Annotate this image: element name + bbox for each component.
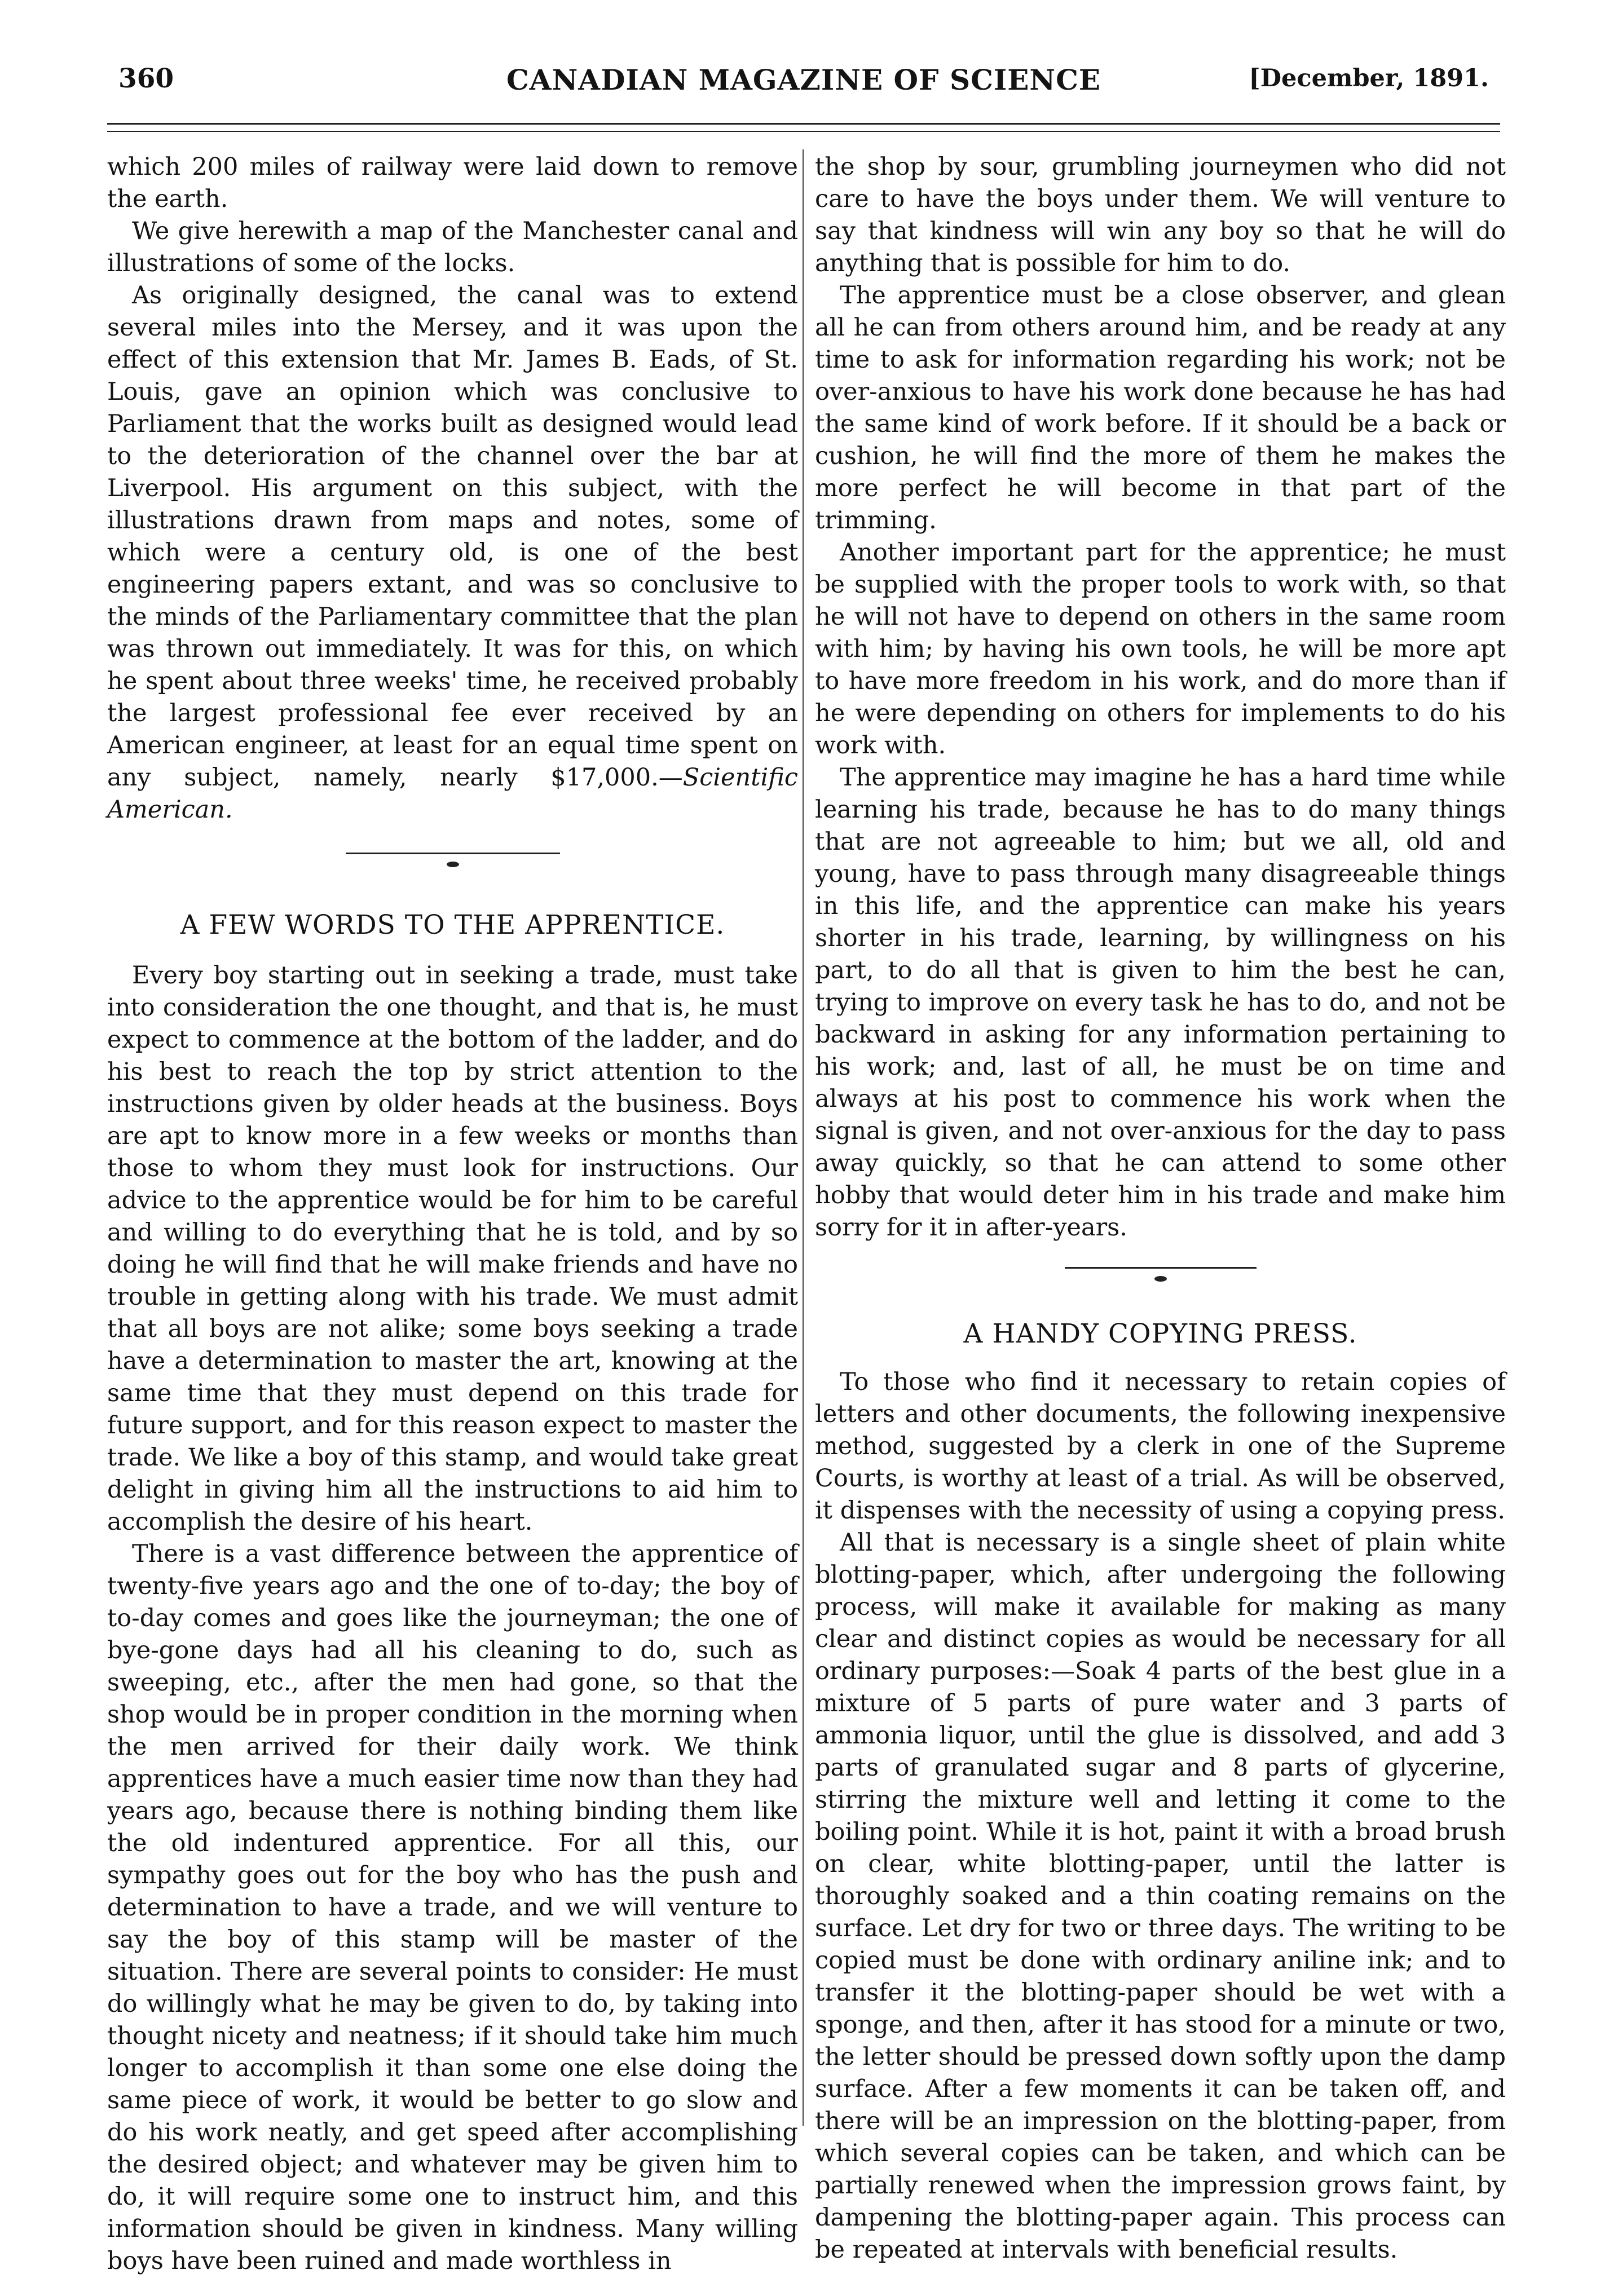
paragraph: The apprentice must be a close observer, and glean all he can from others around him, and be ready at any time to ask for information regarding his work; not be over-anxious to have his work done because he has had the same kind of work before. If it should be a back or cushion, he will find the more of them he makes the more perfect he will become in that part of the trimming. (815, 281, 1506, 535)
paragraph: Another important part for the apprentice; he must be supplied with the proper tools to work with, so that he will not have to depend on others in the same room with him; by having his own tools, he will be more apt to have more freedom in his work, and do more than if he were depending on others for implements to do his work with. (815, 538, 1506, 760)
paragraph: which 200 miles of railway were laid down to remove the earth. (107, 153, 798, 213)
paragraph-text: As originally designed, the canal was to extend several miles into the Mersey, and it was upon the effect of this extension that Mr. James B. Eads, of St. Louis, gave an opinion which was conclusive to Parliament that the works built as designed would lead to the deterioration of the channel over the bar at Liverpool. His argument on this subject, with the illustrations drawn from maps and notes, some of which were a century old, is one of the best engineering papers extant, and was so conclusive to the minds of the Parliamentary committee that the plan was thrown out immediately. It was for this, on which he spent about three weeks' time, he received probably the largest professional fee ever received by an American engineer, at least for an equal time spent on any subject, namely, nearly $17,000.— (107, 281, 798, 792)
paragraph: We give herewith a map of the Manchester canal and illustrations of some of the locks. (107, 217, 798, 277)
issue-date: [December, 1891. (1249, 64, 1489, 92)
page-number: 360 (118, 63, 174, 94)
right-column (815, 151, 1506, 2266)
paragraph: All that is necessary is a single sheet of plain white blotting-paper, which, after undergoing the following process, will make it available for making as many clear and distinct copies as would be necessary for all ordinary purposes:—Soak 4 parts of the best glue in a mixture of 5 parts of pure water and 3 parts of ammonia liquor, until the glue is dissolved, and add 3 parts of granulated sugar and 8 parts of glycerine, stirring the mixture well and letting it come to the boiling point. While it is hot, paint it with a broad brush on clear, white blotting-paper, until the latter is thoroughly soaked and a thin coating remains on the surface. Let dry for two or three days. The writing to be copied must be done with ordinary aniline ink; and to transfer it the blotting-paper should be wet with a sponge, and then, after it has stood for a minute or two, the letter should be pressed down softly upon the damp surface. After a few moments it can be taken off, and there will be an impression on the blotting-paper, from which several copies can be taken, and which can be partially renewed when the impression grows faint, by dampening the blotting-paper again. This process can be repeated at intervals with beneficial results. (815, 1529, 1506, 2264)
paragraph: The apprentice may imagine he has a hard time while learning his trade, because he has to do many things that are not agreeable to him; but we all, old and young, have to pass through many disagreeable things in this life, and the apprentice can make his years shorter in his trade, learning, by willingness on his part, to do all that is given to him the best he can, trying to improve on every task he has to do, and not be backward in asking for any information pertaining to his work; and, last of all, he must be on time and always at his post to commence his work when the signal is given, and not over-anxious for the day to pass away quickly, so that he can attend to some other hobby that would deter him in his trade and make him sorry for it in after-years. (815, 763, 1506, 1242)
left-column (107, 151, 798, 2277)
header-rule (107, 123, 1500, 125)
section-heading: A HANDY COPYING PRESS. (963, 1318, 1357, 1349)
magazine-title: CANADIAN MAGAZINE OF SCIENCE (506, 63, 1101, 96)
section-heading: A FEW WORDS TO THE APPRENTICE. (180, 909, 725, 941)
header-rule-secondary (107, 131, 1500, 132)
paragraph: To those who find it necessary to retain copies of letters and other documents, the following inexpensive method, suggested by a clerk in one of the Supreme Courts, is worthy at least of a trial. As will be observed, it dispenses with the necessity of using a copying press. (815, 1368, 1506, 1525)
paragraph: There is a vast difference between the apprentice of twenty-five years ago and the one of to-day; the boy of to-day comes and goes like the journeyman; the one of bye-gone days had all his cleaning to do, such as sweeping, etc., after the men had gone, so that the shop would be in proper condition in the morning when the men arrived for their daily work. We think apprentices have a much easier time now than they had years ago, because there is nothing binding them like the old indentured apprentice. For all this, our sympathy goes out for the boy who has the push and determination to have a trade, and we will venture to say the boy of this stamp will be master of the situation. There are several points to consider: He must do willingly what he may be given to do, by taking into thought nicety and neatness; if it should take him much longer to accomplish it than some one else doing the same piece of work, it would be better to go slow and do his work neatly, and get speed after accomplishing the desired object; and whatever may be given him to do, it will require some one to instruct him, and this information should be given in kindness. Many willing boys have been ruined and made worthless in (107, 1540, 798, 2275)
column-divider (803, 149, 804, 2126)
paragraph: Every boy starting out in seeking a trade, must take into consideration the one thought, and that is, he must expect to commence at the bottom of the ladder, and do his best to reach the top by strict attention to the instructions given by older heads at the business. Boys are apt to know more in a few weeks or months than those to whom they must look for instructions. Our advice to the apprentice would be for him to be careful and willing to do everything that he is told, and by so doing he will find that he will make friends and have no trouble in getting along with his trade. We must admit that all boys are not alike; some boys seeking a trade have a determination to master the art, knowing at the same time that they must depend on this trade for future support, and for this reason expect to master the trade. We like a boy of this stamp, and would take great delight in giving him all the instructions to aid him to accomplish the desire of his heart. (107, 961, 798, 1536)
paragraph (107, 280, 798, 826)
source-citation: Scientific American. (107, 763, 798, 824)
section-ornament (107, 847, 798, 881)
paragraph: the shop by sour, grumbling journeymen who did not care to have the boys under them. We will venture to say that kindness will win any boy so that he will do anything that is possible for him to do. (815, 153, 1506, 277)
section-ornament (815, 1262, 1506, 1296)
running-header (107, 63, 1500, 108)
